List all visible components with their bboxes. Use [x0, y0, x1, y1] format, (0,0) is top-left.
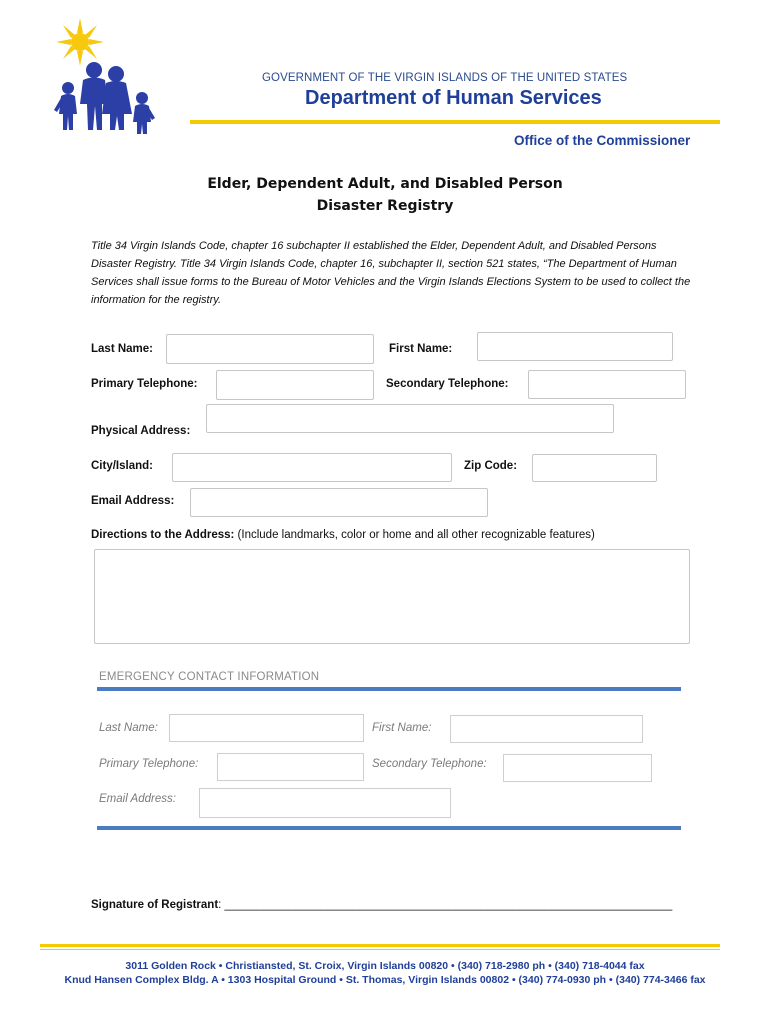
emergency-secondary-telephone-label: Secondary Telephone: — [372, 758, 487, 770]
emergency-email-label: Email Address: — [99, 793, 176, 805]
primary-telephone-label: Primary Telephone: — [91, 378, 198, 390]
emergency-primary-telephone-label: Primary Telephone: — [99, 758, 199, 770]
emergency-bottom-rule — [97, 826, 681, 830]
emergency-top-rule — [97, 687, 681, 691]
header-divider — [190, 120, 720, 124]
first-name-input[interactable] — [477, 332, 673, 361]
last-name-input[interactable] — [166, 334, 374, 364]
office-title: Office of the Commissioner — [514, 133, 691, 148]
document-title-line-2: Disaster Registry — [316, 198, 454, 214]
footer-rule-top — [40, 944, 720, 947]
zip-code-input[interactable] — [532, 454, 657, 482]
zip-code-label: Zip Code: — [464, 460, 518, 472]
physical-address-input[interactable] — [206, 404, 614, 433]
document-title — [0, 173, 770, 217]
directions-textarea[interactable] — [94, 549, 690, 644]
secondary-telephone-input[interactable] — [528, 370, 686, 399]
signature-underline: : ______________________________________________________________________ — [218, 899, 673, 911]
emergency-email-input[interactable] — [199, 788, 451, 818]
footer-rule-bottom — [40, 949, 720, 950]
emergency-first-name-input[interactable] — [450, 715, 643, 743]
secondary-telephone-label: Secondary Telephone: — [386, 378, 509, 390]
footer-address-line-1: 3011 Golden Rock • Christiansted, St. Croix, Virgin Islands 00820 • (340) 718-2980 ph • (340) 718-4044 fax — [125, 960, 645, 972]
emergency-first-name-label: First Name: — [372, 722, 432, 734]
signature-line[interactable] — [91, 899, 672, 911]
city-island-label: City/Island: — [91, 460, 153, 472]
emergency-last-name-label: Last Name: — [99, 722, 158, 734]
emergency-primary-telephone-input[interactable] — [217, 753, 364, 781]
last-name-label: Last Name: — [91, 343, 153, 355]
emergency-contact-heading: EMERGENCY CONTACT INFORMATION — [99, 671, 320, 683]
footer-address-line-2: Knud Hansen Complex Bldg. A • 1303 Hospital Ground • St. Thomas, Virgin Islands 00802 • (340) 774-0930 ph • (340) 774-3466 fax — [64, 974, 706, 986]
document-title-line-1: Elder, Dependent Adult, and Disabled Person — [207, 176, 563, 192]
primary-telephone-input[interactable] — [216, 370, 374, 400]
directions-label-bold: Directions to the Address: — [91, 529, 235, 541]
department-title: Department of Human Services — [305, 87, 602, 109]
city-island-input[interactable] — [172, 453, 452, 482]
intro-paragraph: Title 34 Virgin Islands Code, chapter 16 subchapter II established the Elder, Dependent Adult, and Disabled Persons Disaster Registry. Title 34 Virgin Islands Code, chapter 16, subchapter II, section 521 states, “The Department of Human Services shall issue forms to the Bureau of Motor Vehicles and the Virgin Islands Elections System to be used to collect the information for the registry. — [91, 240, 691, 306]
emergency-secondary-telephone-input[interactable] — [503, 754, 652, 782]
signature-label: Signature of Registrant — [91, 899, 219, 911]
email-address-label: Email Address: — [91, 495, 175, 507]
directions-label — [91, 529, 595, 541]
directions-hint: (Include landmarks, color or home and all other recognizable features) — [234, 529, 595, 541]
physical-address-label: Physical Address: — [91, 425, 191, 437]
email-address-input[interactable] — [190, 488, 488, 517]
dhs-family-logo-icon — [52, 18, 156, 134]
first-name-label: First Name: — [389, 343, 453, 355]
government-line: GOVERNMENT OF THE VIRGIN ISLANDS OF THE UNITED STATES — [262, 72, 628, 84]
emergency-last-name-input[interactable] — [169, 714, 364, 742]
